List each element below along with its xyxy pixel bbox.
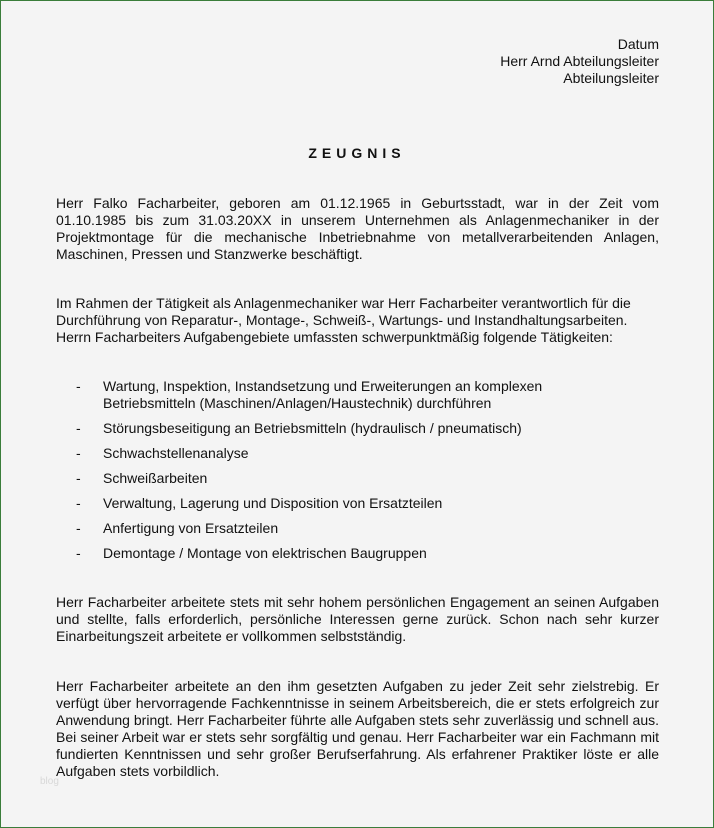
dash-bullet: - xyxy=(76,445,81,461)
engagement-paragraph: Herr Facharbeiter arbeitete stets mit sehr hohem persönlichen Engagement an seinen Aufgaben und stellte, falls erforderlich, persönliche Interessen gerne zurück. Schon nach sehr kurzer Einarbeitungszeit arbeitete er vollkommen selbstständig. xyxy=(56,594,659,644)
list-item xyxy=(56,495,616,512)
list-item xyxy=(56,420,616,437)
dash-bullet: - xyxy=(76,470,81,486)
header-date: Datum xyxy=(617,36,659,52)
dash-bullet: - xyxy=(76,378,81,394)
watermark: blog xyxy=(40,776,59,787)
list-item-text: Anfertigung von Ersatzteilen xyxy=(103,520,279,536)
list-item-text: Schweißarbeiten xyxy=(103,470,208,486)
performance-paragraph: Herr Facharbeiter arbeitete an den ihm gesetzten Aufgaben zu jeder Zeit sehr zielstrebig. Er verfügt über hervorragende Fachkenntnisse in seinem Arbeitsbereich, die er stets erfolgreich zur Anwendung bringt. Herr Facharbeiter führte alle Aufgaben stets sehr zuverlässig und schnell aus. Bei seiner Arbeit war er stets sehr sorgfältig und genau. Herr Facharbeiter war ein Fachmann mit fundierten Kenntnissen und sehr großer Berufserfahrung. Als erfahrener Praktiker löste er alle Aufgaben stets vorbildlich. xyxy=(56,678,659,779)
header-position: Abteilungsleiter xyxy=(563,70,659,86)
header-name: Herr Arnd Abteilungsleiter xyxy=(500,53,659,69)
duties-list xyxy=(56,378,616,570)
list-item xyxy=(56,470,616,487)
list-item-text: Störungsbeseitigung an Betriebsmitteln (hydraulisch / pneumatisch) xyxy=(103,420,522,436)
intro-paragraph: Herr Falko Facharbeiter, geboren am 01.12.1965 in Geburtsstadt, war in der Zeit vom 01.10.1985 bis zum 31.03.20XX in unserem Unternehmen als Anlagenmechaniker in der Projektmontage für die mechanische Inbetriebnahme von metallverarbeitenden Anlagen, Maschinen, Pressen und Stanzwerke beschäftigt. xyxy=(56,195,659,262)
duties-paragraph: Im Rahmen der Tätigkeit als Anlagenmechaniker war Herr Facharbeiter verantwortlich für die Durchführung von Reparatur-, Montage-, Schweiß-, Wartungs- und Instandhaltungsarbeiten. Herrn Facharbeiters Aufgabengebiete umfassten schwerpunktmäßig folgende Tätigkeiten: xyxy=(56,295,631,345)
dash-bullet: - xyxy=(76,495,81,511)
dash-bullet: - xyxy=(76,545,81,561)
list-item-text: Demontage / Montage von elektrischen Baugruppen xyxy=(103,545,427,561)
list-item-text: Verwaltung, Lagerung und Disposition von Ersatzteilen xyxy=(103,495,443,511)
dash-bullet: - xyxy=(76,520,81,536)
list-item-text: Schwachstellenanalyse xyxy=(103,445,249,461)
list-item-text: Wartung, Inspektion, Instandsetzung und Erweiterungen an komplexen Betriebsmitteln (Maschinen/Anlagen/Haustechnik) durchführen xyxy=(103,378,543,411)
list-item xyxy=(56,445,616,462)
document-title: ZEUGNIS xyxy=(308,145,406,161)
list-item xyxy=(56,545,616,562)
list-item xyxy=(56,378,616,412)
dash-bullet: - xyxy=(76,420,81,436)
letter-header xyxy=(500,36,659,87)
list-item xyxy=(56,520,616,537)
